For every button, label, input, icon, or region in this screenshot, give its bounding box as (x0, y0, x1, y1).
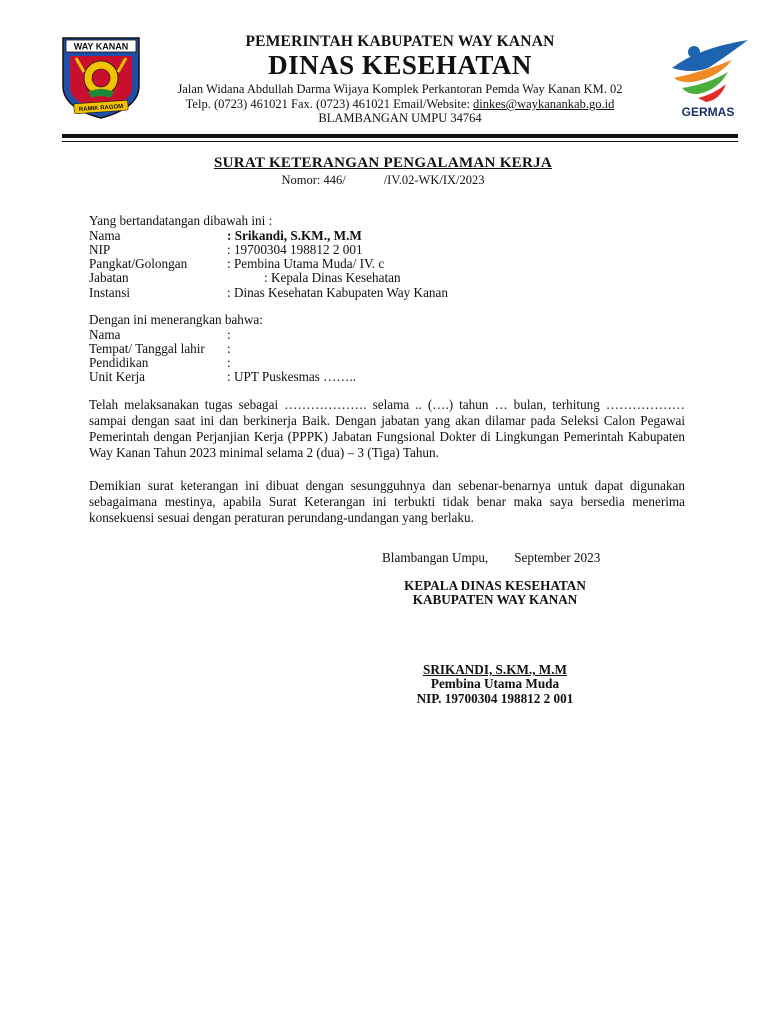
signatory-position-line1: KEPALA DINAS KESEHATAN (404, 578, 586, 593)
field-value: : Dinas Kesehatan Kabupaten Way Kanan (227, 285, 448, 300)
field-label: Nama (89, 228, 121, 243)
closing-place: Blambangan Umpu, (382, 550, 489, 565)
field-label: NIP (89, 242, 111, 257)
signatory-name: SRIKANDI, S.KM., M.M (423, 662, 567, 677)
field-label: Unit Kerja (89, 369, 146, 384)
document-number-suffix: /IV.02-WK/IX/2023 (383, 173, 485, 187)
letterhead-phone-fax: Telp. (0723) 461021 Fax. (0723) 461021 Email/Website: (185, 97, 473, 111)
field-value: : (227, 341, 231, 356)
logo-way-kanan-text: WAY KANAN (73, 41, 129, 52)
body-paragraph-2: Demikian surat keterangan ini dibuat dengan sesungguhnya dan sebenar-benarnya untuk dapat digunakan sebagaimana mestinya, apabila Surat Keterangan ini terbukti tidak benar maka saya bersedia menerima konsekuensi sesuai dengan peraturan perundang-undangan yang berlaku. (89, 478, 685, 525)
letterhead-address: Jalan Widana Abdullah Darma Wijaya Komplek Perkantoran Pemda Way Kanan KM. 02 (177, 82, 623, 96)
field-value: : UPT Puskesmas …….. (227, 369, 357, 384)
field-value: : Pembina Utama Muda/ IV. c (227, 256, 385, 271)
field-label: Tempat/ Tanggal lahir (89, 341, 205, 356)
letterhead-city-postal: BLAMBANGAN UMPU 34764 (318, 111, 482, 125)
field-value: : (227, 355, 231, 370)
letterhead-agency: DINAS KESEHATAN (268, 50, 532, 80)
field-value: : Kepala Dinas Kesehatan (264, 270, 401, 285)
signatory-position-line2: KABUPATEN WAY KANAN (412, 592, 578, 607)
closing-date: September 2023 (514, 550, 601, 565)
letterhead-email-link[interactable]: dinkes@waykanankab.go.id (472, 97, 615, 111)
field-label: Jabatan (89, 270, 129, 285)
letterhead-government: PEMERINTAH KABUPATEN WAY KANAN (245, 33, 555, 50)
germas-text: GERMAS (681, 105, 735, 119)
document-number-prefix: Nomor: 446/ (281, 173, 346, 187)
field-label: Pangkat/Golongan (89, 256, 188, 271)
field-value: : 19700304 198812 2 001 (227, 242, 363, 257)
field-value: : (227, 327, 231, 342)
signatory-rank: Pembina Utama Muda (430, 676, 560, 691)
signatory-nip: NIP. 19700304 198812 2 001 (416, 691, 574, 706)
germas-logo (668, 38, 752, 120)
letterhead-divider-thin (62, 141, 738, 142)
body-paragraph-1: Telah melaksanakan tugas sebagai ………………. selama .. (….) tahun … bulan, terhitung ………………sampai dengan saat ini dan berkinerja Baik. Dengan jabatan yang akan dilamar pada Seleksi Calon Pegawai Pemerintah dengan Perjanjian Kerja (PPPK) Jabatan Fungsional Dokter di Lingkungan Pemerintah Kabupaten Way Kanan Tahun 2023 minimal selama 2 (dua) – 3 (Tiga) Tahun. (89, 397, 685, 460)
field-label: Pendidikan (89, 355, 149, 370)
logo-motto-text: RAMIK RAGOM (78, 103, 124, 114)
letterhead-contact (130, 97, 670, 112)
subject-intro: Dengan ini menerangkan bahwa: (89, 312, 263, 327)
field-label: Instansi (89, 285, 131, 300)
letterhead-divider-thick (62, 134, 738, 138)
document-title: SURAT KETERANGAN PENGALAMAN KERJA (213, 155, 553, 171)
closing-place-date (382, 550, 600, 566)
field-label: Nama (89, 327, 121, 342)
document-number (88, 173, 678, 188)
field-value: : Srikandi, S.KM., M.M (227, 228, 362, 243)
signatory-intro: Yang bertandatangan dibawah ini : (89, 213, 273, 228)
